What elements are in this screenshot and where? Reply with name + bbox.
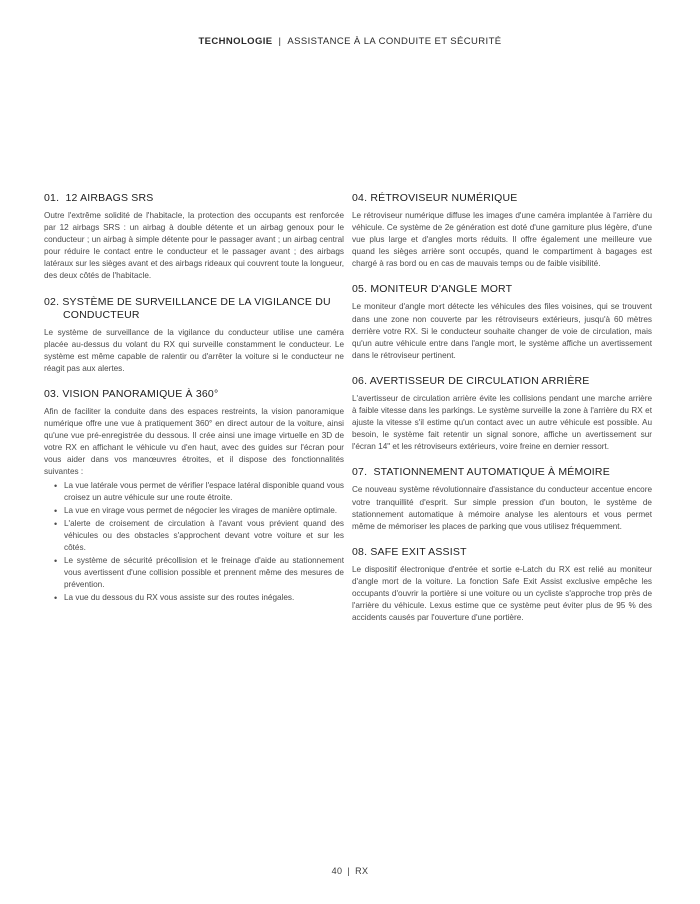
section-title [44,296,344,322]
page-number: 40 [331,866,343,876]
section-number: 06. [352,374,368,387]
section-body: Ce nouveau système révolutionnaire d'assistance du conducteur accentue encore votre tranquillité d'esprit. Sur simple pression d'un bouton, le système de stationnement automatique à mémoire analyse les alentours et vous permet même de mémoriser les places de parking que vous utilisez fréquemment. [352,485,652,531]
section-body: Outre l'extrême solidité de l'habitacle, la protection des occupants est renforcée par 12 airbags SRS : un airbag à double détente et un airbag genoux pour le conducteur ; un airbag à simple détente pour le passager avant ; un airbag central pour réduire le contact entre le conducteur et le passager avant ; des airbags latéraux sur les sièges avant et des airbags rideaux qui couvrent toute la longueur, des deux côtés de l'habitacle. [44,211,344,281]
section-body: Le moniteur d'angle mort détecte les véhicules des files voisines, qui se trouvent dans une zone non couverte par les rétroviseurs extérieurs, jusqu'à 60 mètres derrière votre RX. Si le conducteur souhaite changer de voie de circulation, mais qu'un autre véhicule entre dans l'angle mort, le système affiche un avertissement dans le rétroviseur pertinent. [352,302,652,360]
section-number: 03. [44,387,60,400]
section-driver-monitoring [44,296,344,375]
feature-list-item: • La vue du dessous du RX vous assiste sur des routes inégales. [64,592,344,604]
section-body: L'avertisseur de circulation arrière évite les collisions pendant une marche arrière à faible vitesse dans les parkings. Le système surveille la zone à l'arrière du RX et ajuste la vitesse s'il estime qu'un contact avec un autre véhicule est possible. Au besoin, le système fait retentir un signal sonore, affiche un avertissement sur l'écran 14" et les rétroviseurs extérieurs, voire freine en dernier ressort. [352,393,652,452]
section-blind-spot-monitor [352,283,652,361]
section-number: 05. [352,283,368,296]
right-column [352,192,652,637]
section-airbags [44,192,344,283]
feature-list-item: • La vue latérale vous permet de vérifier l'espace latéral disponible quand vous croisez un autre véhicule sur une route étroite. [64,480,344,504]
footer-model: RX [355,866,369,876]
section-number: 04. [352,192,368,204]
section-title [352,466,652,479]
section-heading: 12 AIRBAGS SRS [65,192,154,204]
section-title [352,192,652,205]
section-body: Le rétroviseur numérique diffuse les images d'une caméra implantée à l'arrière du véhicule. Ce système de 2e génération est doté d'une garniture plus légère, d'une vue plus large et d'angles morts réduits. Il offre également une meilleure vue quand les sièges arrière sont occupés, quand le compartiment à bagages est chargé à ras bord ou en cas de mauvais temps ou de faible visibilité. [352,211,652,269]
section-heading: MONITEUR D'ANGLE MORT [370,283,513,296]
header-separator: | [278,36,282,47]
section-safe-exit-assist [352,546,652,624]
section-rear-cross-traffic [352,375,652,453]
header-category: TECHNOLOGIE [198,36,273,47]
section-heading: SAFE EXIT ASSIST [370,545,467,558]
section-number: 01. [44,192,60,204]
section-number: 08. [352,545,368,558]
footer-separator: | [347,866,351,876]
section-heading: STATIONNEMENT AUTOMATIQUE À MÉMOIRE [373,466,610,479]
section-panoramic-view [44,388,344,605]
section-digital-mirror [352,192,652,270]
section-body: Afin de faciliter la conduite dans des espaces restreints, la vision panoramique numérique offre une vue à pratiquement 360° en direct autour de la voiture, ainsi qu'une vue pré-enregistrée du dessous. Il crée ainsi une image virtuelle en 3D de votre RX en affichant le véhicule vu d'en haut, avec des guides sur l'écran pour vous aider dans vos manœuvres étroites, et il dispose des fonctionnalités suivantes : [44,406,344,477]
section-heading: SYSTÈME DE SURVEILLANCE DE LA VIGILANCE DU CONDUCTEUR [62,295,331,321]
section-title [44,388,344,401]
feature-list [44,480,344,605]
section-memory-parking [352,466,652,532]
feature-list-item: • L'alerte de croisement de circulation à l'avant vous prévient quand des véhicules ou des obstacles s'approchent devant votre voiture et sur les côtés. [64,518,344,554]
section-number: 07. [352,466,368,479]
feature-list-item: • La vue en virage vous permet de négocier les virages de manière optimale. [64,505,344,517]
section-body: Le système de surveillance de la vigilance du conducteur utilise une caméra placée au-dessus du volant du RX qui surveille constamment le conducteur. Le système est même capable de ralentir ou d'arrêter la voiture si le conducteur ne réagit pas aux alertes. [44,327,344,373]
section-title [352,283,652,296]
feature-list-item: • Le système de sécurité précollision et le freinage d'aide au stationnement vous avertissent d'une collision possible et prennent même des mesures de prévention. [64,555,344,591]
section-number: 02. [44,295,60,308]
page-header [0,36,700,47]
section-heading: RÉTROVISEUR NUMÉRIQUE [370,192,518,204]
section-title [44,192,344,205]
section-heading: VISION PANORAMIQUE À 360° [62,387,219,400]
section-title [352,375,652,388]
header-section: ASSISTANCE À LA CONDUITE ET SÉCURITÉ [287,36,502,47]
section-body: Le dispositif électronique d'entrée et sortie e-Latch du RX est relié au moniteur d'angle mort de la voiture. La fonction Safe Exit Assist exclusive empêche les occupants d'ouvrir la portière si une voiture ou un cycliste s'approche trop près de l'arrière du véhicule. Lexus estime que ce système peut éviter plus de 95 % des accidents causés par l'ouverture d'une portière. [352,564,652,623]
page-footer [0,866,700,876]
section-title [352,546,652,559]
left-column [44,192,344,617]
section-heading: AVERTISSEUR DE CIRCULATION ARRIÈRE [369,374,590,387]
